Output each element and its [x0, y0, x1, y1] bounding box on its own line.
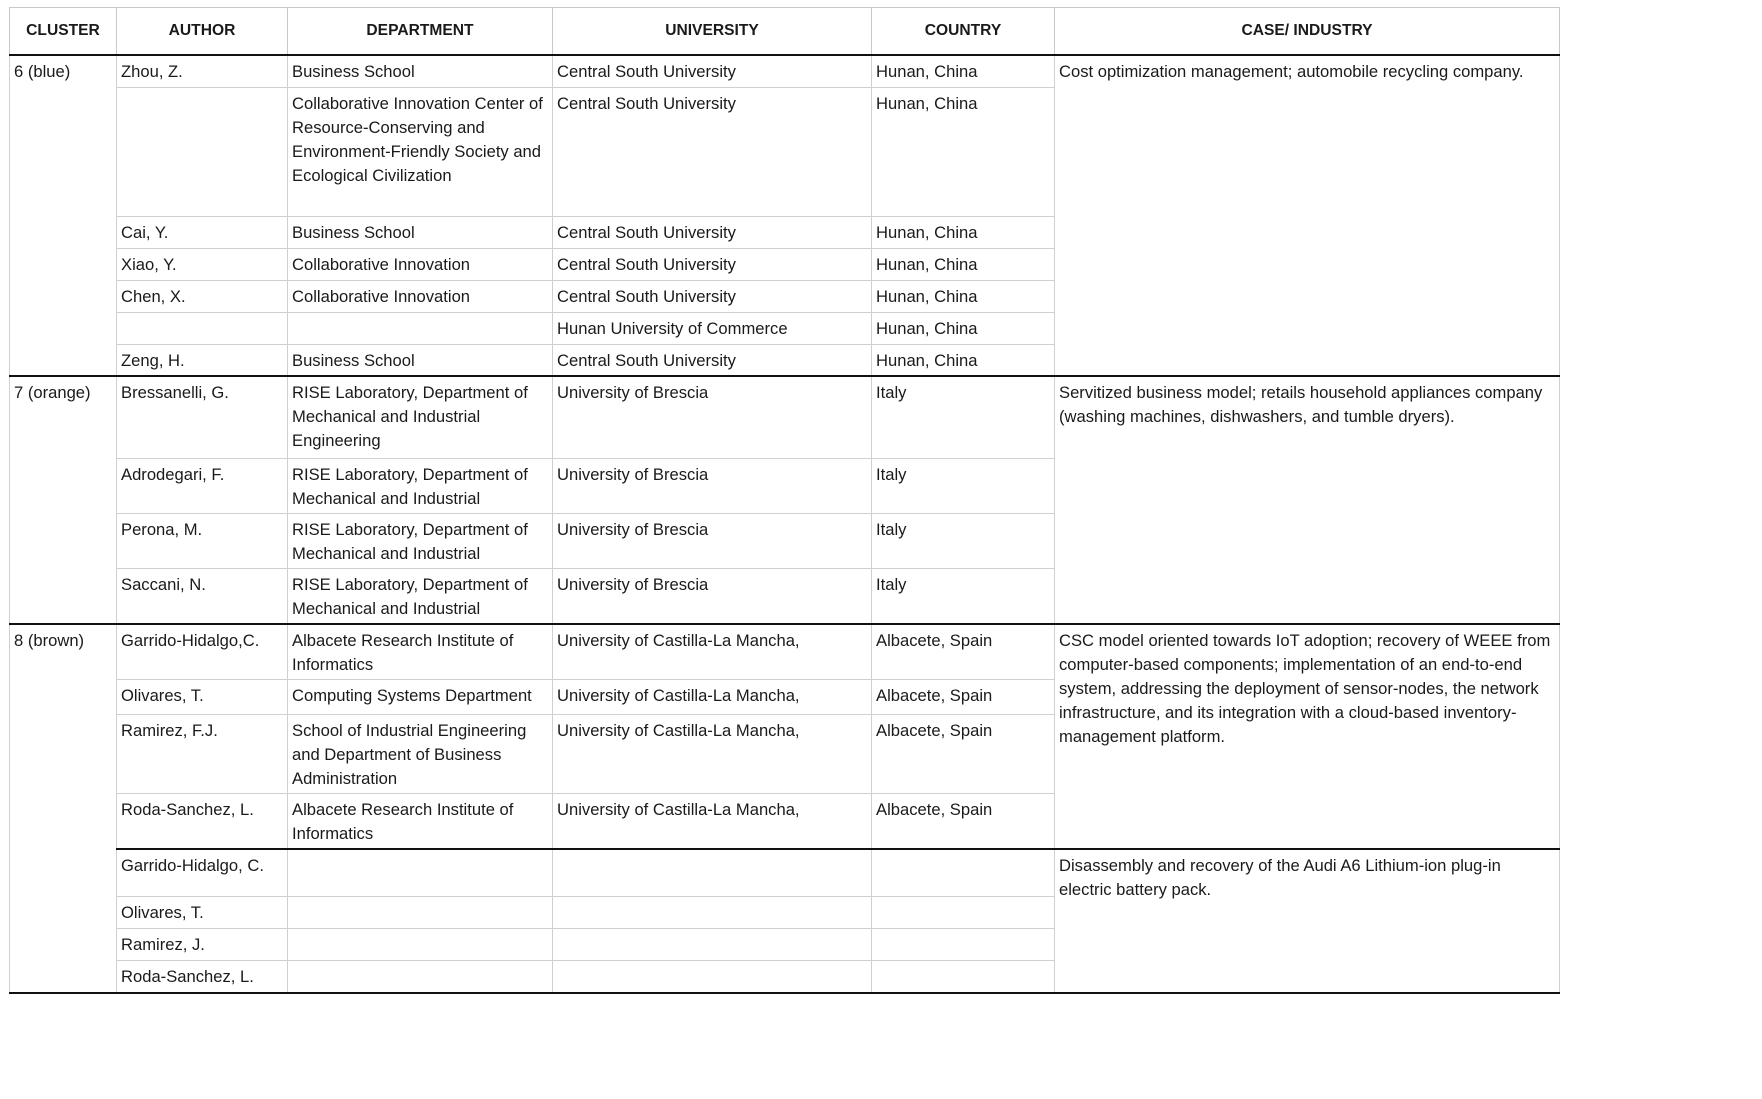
- country-cell: Albacete, Spain: [872, 679, 1055, 714]
- university-cell: University of Brescia: [553, 568, 872, 624]
- header-country: COUNTRY: [872, 8, 1055, 56]
- country-cell: [872, 849, 1055, 897]
- country-cell: [872, 961, 1055, 993]
- university-cell: Central South University: [553, 216, 872, 248]
- case-industry-cell: Servitized business model; retails household appliances company (washing machines, dishwashers, and tumble dryers).: [1055, 376, 1560, 624]
- university-cell: [553, 897, 872, 929]
- cluster-cell: [10, 568, 117, 624]
- country-cell: Hunan, China: [872, 216, 1055, 248]
- university-cell: Central South University: [553, 55, 872, 87]
- author-cell: Roda-Sanchez, L.: [117, 961, 288, 993]
- cluster-cell: [10, 344, 117, 376]
- department-cell: Collaborative Innovation: [288, 280, 553, 312]
- author-cell: Perona, M.: [117, 513, 288, 568]
- country-cell: Hunan, China: [872, 87, 1055, 216]
- cluster-cell: [10, 312, 117, 344]
- university-cell: Central South University: [553, 344, 872, 376]
- author-cell: Zhou, Z.: [117, 55, 288, 87]
- author-cell: Bressanelli, G.: [117, 376, 288, 458]
- case-industry-cell: CSC model oriented towards IoT adoption; recovery of WEEE from computer-based components; implementation of an end-to-end system, addressing the deployment of sensor-nodes, the network infrastructure, and its integration with a cloud-based inventory-management platform.: [1055, 624, 1560, 849]
- country-cell: Hunan, China: [872, 344, 1055, 376]
- department-cell: RISE Laboratory, Department of Mechanical and Industrial: [288, 568, 553, 624]
- department-cell: RISE Laboratory, Department of Mechanical and Industrial: [288, 513, 553, 568]
- university-cell: University of Brescia: [553, 458, 872, 513]
- department-cell: Computing Systems Department: [288, 679, 553, 714]
- country-cell: Hunan, China: [872, 312, 1055, 344]
- university-cell: Hunan University of Commerce: [553, 312, 872, 344]
- header-author: AUTHOR: [117, 8, 288, 56]
- department-cell: RISE Laboratory, Department of Mechanical and Industrial Engineering: [288, 376, 553, 458]
- department-cell: [288, 849, 553, 897]
- author-cell: Roda-Sanchez, L.: [117, 793, 288, 849]
- cluster-cell: [10, 961, 117, 993]
- author-cell: Ramirez, F.J.: [117, 714, 288, 793]
- cluster-cell: 8 (brown): [10, 624, 117, 680]
- university-cell: [553, 849, 872, 897]
- department-cell: [288, 312, 553, 344]
- department-cell: Collaborative Innovation Center of Resource-Conserving and Environment-Friendly Society and Ecological Civilization: [288, 87, 553, 216]
- country-cell: [872, 929, 1055, 961]
- author-cell: [117, 87, 288, 216]
- department-cell: [288, 961, 553, 993]
- university-cell: Central South University: [553, 87, 872, 216]
- country-cell: Italy: [872, 376, 1055, 458]
- cluster-cell: [10, 714, 117, 793]
- cluster-cell: [10, 248, 117, 280]
- cluster-cell: 6 (blue): [10, 55, 117, 87]
- department-cell: [288, 929, 553, 961]
- header-row: [10, 8, 1560, 56]
- country-cell: Italy: [872, 513, 1055, 568]
- department-cell: Business School: [288, 344, 553, 376]
- university-cell: [553, 961, 872, 993]
- header-university: UNIVERSITY: [553, 8, 872, 56]
- department-cell: Collaborative Innovation: [288, 248, 553, 280]
- country-cell: Albacete, Spain: [872, 714, 1055, 793]
- header-case-industry: CASE/ INDUSTRY: [1055, 8, 1560, 56]
- country-cell: Italy: [872, 458, 1055, 513]
- university-cell: University of Castilla-La Mancha,: [553, 714, 872, 793]
- author-cell: Garrido-Hidalgo, C.: [117, 849, 288, 897]
- author-cell: Olivares, T.: [117, 679, 288, 714]
- department-cell: Albacete Research Institute of Informatics: [288, 793, 553, 849]
- authors-table-container: [9, 7, 1560, 994]
- header-department: DEPARTMENT: [288, 8, 553, 56]
- university-cell: University of Castilla-La Mancha,: [553, 624, 872, 680]
- table-row: [10, 55, 1560, 87]
- country-cell: Hunan, China: [872, 248, 1055, 280]
- author-cell: Chen, X.: [117, 280, 288, 312]
- case-industry-cell: Disassembly and recovery of the Audi A6 Lithium-ion plug-in electric battery pack.: [1055, 849, 1560, 993]
- author-cell: Cai, Y.: [117, 216, 288, 248]
- cluster-cell: [10, 216, 117, 248]
- authors-table: [9, 7, 1560, 994]
- department-cell: School of Industrial Engineering and Department of Business Administration: [288, 714, 553, 793]
- case-industry-cell: Cost optimization management; automobile recycling company.: [1055, 55, 1560, 376]
- cluster-cell: [10, 849, 117, 897]
- university-cell: University of Castilla-La Mancha,: [553, 679, 872, 714]
- country-cell: Hunan, China: [872, 280, 1055, 312]
- cluster-cell: [10, 793, 117, 849]
- header-cluster: CLUSTER: [10, 8, 117, 56]
- university-cell: Central South University: [553, 280, 872, 312]
- university-cell: University of Castilla-La Mancha,: [553, 793, 872, 849]
- university-cell: University of Brescia: [553, 513, 872, 568]
- department-cell: Business School: [288, 216, 553, 248]
- cluster-cell: [10, 87, 117, 216]
- department-cell: Albacete Research Institute of Informatics: [288, 624, 553, 680]
- cluster-cell: [10, 280, 117, 312]
- country-cell: Hunan, China: [872, 55, 1055, 87]
- table-row: [10, 849, 1560, 897]
- department-cell: Business School: [288, 55, 553, 87]
- cluster-cell: [10, 897, 117, 929]
- author-cell: Garrido-Hidalgo,C.: [117, 624, 288, 680]
- author-cell: Saccani, N.: [117, 568, 288, 624]
- department-cell: RISE Laboratory, Department of Mechanical and Industrial: [288, 458, 553, 513]
- author-cell: Olivares, T.: [117, 897, 288, 929]
- department-cell: [288, 897, 553, 929]
- cluster-cell: 7 (orange): [10, 376, 117, 458]
- university-cell: [553, 929, 872, 961]
- author-cell: Zeng, H.: [117, 344, 288, 376]
- country-cell: Albacete, Spain: [872, 624, 1055, 680]
- cluster-cell: [10, 513, 117, 568]
- author-cell: [117, 312, 288, 344]
- country-cell: [872, 897, 1055, 929]
- author-cell: Ramirez, J.: [117, 929, 288, 961]
- university-cell: University of Brescia: [553, 376, 872, 458]
- country-cell: Albacete, Spain: [872, 793, 1055, 849]
- cluster-cell: [10, 679, 117, 714]
- author-cell: Xiao, Y.: [117, 248, 288, 280]
- cluster-cell: [10, 929, 117, 961]
- cluster-cell: [10, 458, 117, 513]
- table-row: [10, 376, 1560, 458]
- university-cell: Central South University: [553, 248, 872, 280]
- author-cell: Adrodegari, F.: [117, 458, 288, 513]
- table-row: [10, 624, 1560, 680]
- country-cell: Italy: [872, 568, 1055, 624]
